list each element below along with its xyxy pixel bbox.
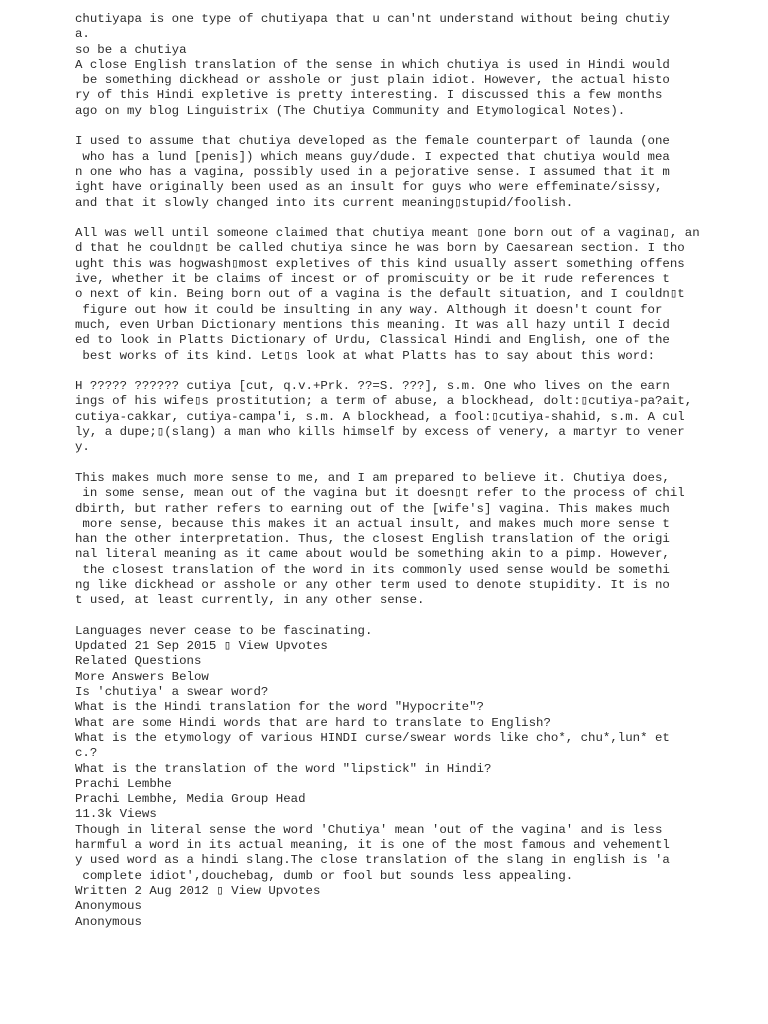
text-line: who has a lund [penis]) which means guy/dude. I expected that chutiya would mea [75, 149, 670, 164]
document-page [75, 12, 700, 930]
paragraph-assumption [75, 134, 695, 210]
author-name: Anonymous [75, 899, 142, 914]
text-line: ught this was hogwash▯most expletives of this kind usually assert something offens [75, 256, 685, 271]
related-question[interactable]: What is the Hindi translation for the word "Hypocrite"? [75, 700, 484, 715]
text-line: the closest translation of the word in its commonly used sense would be somethi [75, 562, 670, 577]
answer-meta: Written 2 Aug 2012 ▯ View Upvotes [75, 883, 321, 898]
text-line: chutiyapa is one type of chutiyapa that u can'nt understand without being chutiy [75, 12, 670, 26]
author-name: Anonymous [75, 914, 142, 929]
text-line: a. [75, 27, 90, 42]
text-line: d that he couldn▯t be called chutiya since he was born by Caesarean section. I tho [75, 241, 685, 256]
paragraph-intro [75, 12, 695, 119]
text-line: y. [75, 440, 90, 455]
text-line: ry of this Hindi expletive is pretty interesting. I discussed this a few months [75, 88, 663, 103]
text-line: cutiya-cakkar, cutiya-campa'i, s.m. A blockhead, a fool:▯cutiya-shahid, s.m. A cul [75, 409, 685, 424]
paragraph-dictionary-entry [75, 379, 695, 455]
text-line: nal literal meaning as it came about would be something akin to a pimp. However, [75, 547, 670, 562]
text-line: H ????? ?????? cutiya [cut, q.v.+Prk. ??=S. ???], s.m. One who lives on the earn [75, 379, 670, 394]
text-line: ly, a dupe;▯(slang) a man who kills himself by excess of venery, a martyr to vener [75, 425, 685, 440]
text-line: much, even Urban Dictionary mentions this meaning. It was all hazy until I decid [75, 317, 670, 332]
answer-meta: Updated 21 Sep 2015 ▯ View Upvotes [75, 639, 328, 654]
text-line: ed to look in Platts Dictionary of Urdu, Classical Hindi and English, one of the [75, 333, 670, 348]
text-line: n one who has a vagina, possibly used in a pejorative sense. I assumed that it m [75, 164, 670, 179]
text-line: A close English translation of the sense in which chutiya is used in Hindi would [75, 57, 670, 72]
paragraph-gap [75, 609, 695, 624]
author-credential: Prachi Lembhe, Media Group Head [75, 792, 306, 807]
related-question[interactable]: What is the etymology of various HINDI curse/swear words like cho*, chu*,lun* et [75, 730, 670, 745]
paragraph-claim [75, 226, 700, 364]
paragraph-gap [75, 119, 695, 134]
text-line: and that it slowly changed into its current meaning▯stupid/foolish. [75, 195, 574, 210]
text-line: complete idiot',douchebag, dumb or fool but sounds less appealing. [75, 868, 574, 883]
paragraph-gap [75, 456, 695, 471]
paragraph-gap [75, 211, 695, 226]
view-count: 11.3k Views [75, 807, 157, 822]
text-line: t used, at least currently, in any other sense. [75, 593, 425, 608]
text-line: ive, whether it be claims of incest or of promiscuity or be it rude references t [75, 272, 670, 287]
text-line: so be a chutiya [75, 42, 187, 57]
related-question[interactable]: c.? [75, 746, 98, 761]
text-line: ng like dickhead or asshole or any other term used to denote stupidity. It is no [75, 577, 670, 592]
text-line: o next of kin. Being born out of a vagina is the default situation, and I couldn▯t [75, 287, 685, 302]
text-line: more sense, because this makes it an actual insult, and makes much more sense t [75, 516, 670, 531]
text-line: Though in literal sense the word 'Chutiya' mean 'out of the vagina' and is less [75, 822, 663, 837]
text-line: best works of its kind. Let▯s look at what Platts has to say about this word: [75, 348, 656, 363]
paragraph-conclusion [75, 471, 695, 609]
text-line: in some sense, mean out of the vagina but it doesn▯t refer to the process of chil [75, 486, 685, 501]
text-line: ings of his wife▯s prostitution; a term of abuse, a blockhead, dolt:▯cutiya-pa?ait, [75, 394, 693, 409]
text-line: This makes much more sense to me, and I am prepared to believe it. Chutiya does, [75, 470, 670, 485]
text-line: ight have originally been used as an insult for guys who were effeminate/sissy, [75, 180, 663, 195]
paragraph-footer-answers [75, 624, 695, 930]
section-heading: Related Questions [75, 654, 202, 669]
text-line: Languages never cease to be fascinating. [75, 623, 373, 638]
text-line: be something dickhead or asshole or just plain idiot. However, the actual histo [75, 73, 670, 88]
text-line: I used to assume that chutiya developed as the female counterpart of launda (one [75, 134, 670, 149]
text-line: ago on my blog Linguistrix (The Chutiya Community and Etymological Notes). [75, 103, 626, 118]
text-line: figure out how it could be insulting in any way. Although it doesn't count for [75, 302, 663, 317]
text-line: y used word as a hindi slang.The close translation of the slang in english is 'a [75, 853, 670, 868]
related-question[interactable]: Is 'chutiya' a swear word? [75, 685, 269, 700]
text-line: harmful a word in its actual meaning, it is one of the most famous and vehementl [75, 838, 670, 853]
paragraph-gap [75, 364, 695, 379]
section-heading: More Answers Below [75, 669, 209, 684]
related-question[interactable]: What is the translation of the word "lipstick" in Hindi? [75, 761, 492, 776]
text-line: dbirth, but rather refers to earning out of the [wife's] vagina. This makes much [75, 501, 670, 516]
author-name[interactable]: Prachi Lembhe [75, 776, 172, 791]
text-line: han the other interpretation. Thus, the closest English translation of the origi [75, 532, 670, 547]
text-line: All was well until someone claimed that chutiya meant ▯one born out of a vagina▯, an [75, 226, 700, 241]
related-question[interactable]: What are some Hindi words that are hard to translate to English? [75, 715, 551, 730]
